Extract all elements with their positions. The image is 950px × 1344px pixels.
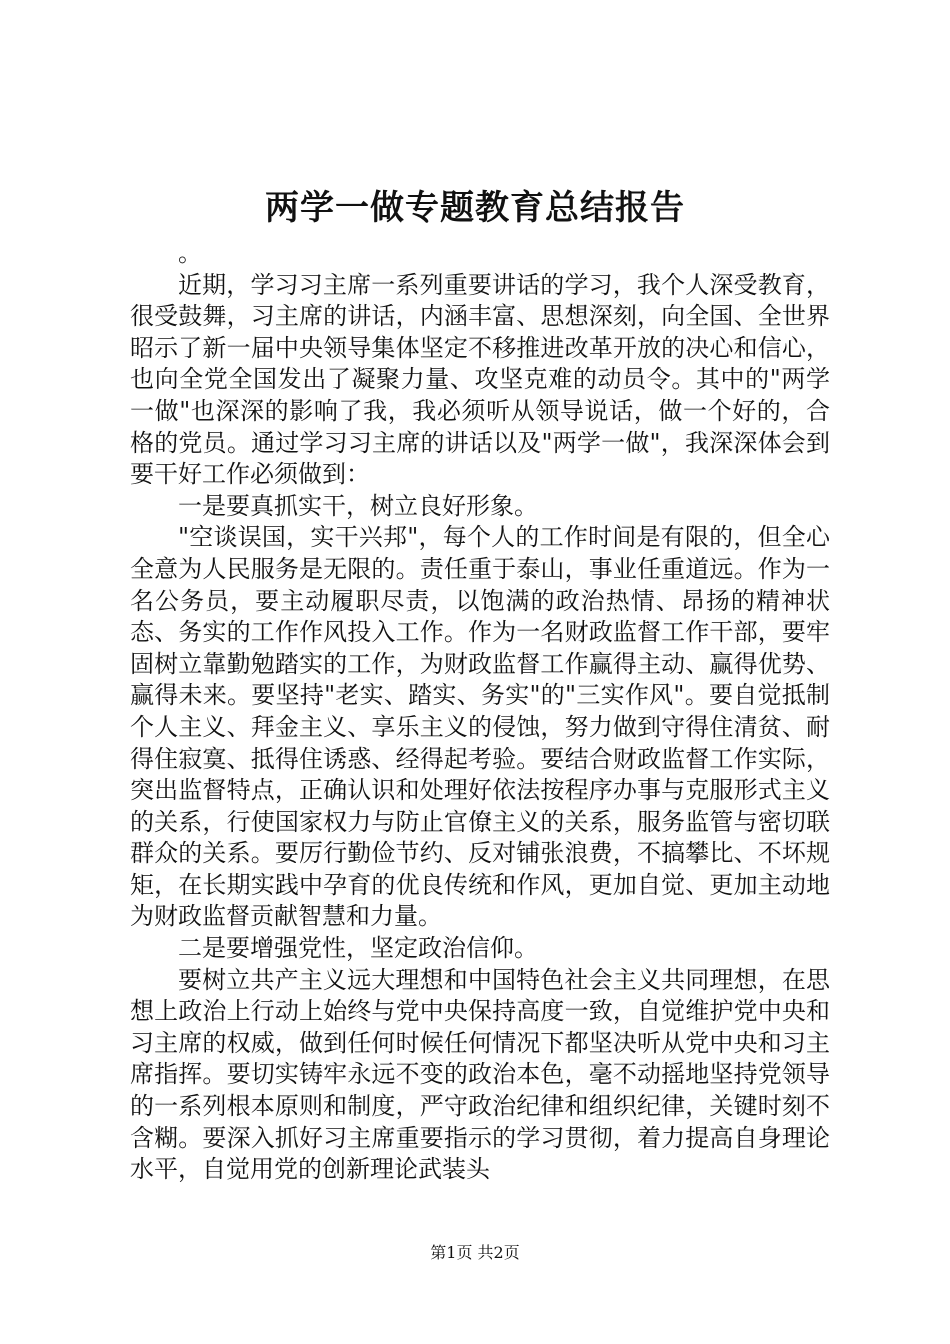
paragraph-point-two: 要树立共产主义远大理想和中国特色社会主义共同理想，在思想上政治上行动上始终与党中央保持高度一致，自觉维护党中央和习主席的权威，做到任何时候任何情况下都坚决听从党中央和习主席指挥。要切实铸牢永远不变的政治本色，毫不动摇地坚持党领导的一系列根本原则和制度，严守政治纪律和组织纪律，关键时刻不含糊。要深入抓好习主席重要指示的学习贯彻，着力提高自身理论水平，自觉用党的创新理论武装头: [130, 965, 830, 1184]
paragraph-opening-mark: 。: [178, 239, 202, 267]
paragraph-intro: 近期，学习习主席一系列重要讲话的学习，我个人深受教育，很受鼓舞，习主席的讲话，内涵丰富、思想深刻，向全国、全世界昭示了新一届中央领导集体坚定不移推进改革开放的决心和信心，也向全党全国发出了凝聚力量、攻坚克难的动员令。其中的"两学一做"也深深的影响了我，我必须听从领导说话，做一个好的，合格的党员。通过学习习主席的讲话以及"两学一做"，我深深体会到要干好工作必须做到：: [130, 270, 830, 489]
page-number-footer: 第1页 共2页: [430, 1243, 520, 1262]
paragraph-heading-two: 二是要增强党性，坚定政治信仰。: [178, 934, 538, 963]
paragraph-heading-one: 一是要真抓实干，树立良好形象。: [178, 491, 538, 520]
paragraph-point-one: "空谈误国，实干兴邦"，每个人的工作时间是有限的，但全心全意为人民服务是无限的。责任重于泰山，事业任重道远。作为一名公务员，要主动履职尽责，以饱满的政治热情、昂扬的精神状态、务实的工作作风投入工作。作为一名财政监督工作干部，要牢固树立靠勤勉踏实的工作，为财政监督工作赢得主动、赢得优势、赢得未来。要坚持"老实、踏实、务实"的"三实作风"。要自觉抵制个人主义、拜金主义、享乐主义的侵蚀，努力做到守得住清贫、耐得住寂寞、抵得住诱惑、经得起考验。要结合财政监督工作实际，突出监督特点，正确认识和处理好依法按程序办事与克服形式主义的关系，行使国家权力与防止官僚主义的关系，服务监管与密切联群众的关系。要厉行勤俭节约、反对铺张浪费，不搞攀比、不坏规矩，在长期实践中孕育的优良传统和作风，更加自觉、更加主动地为财政监督贡献智慧和力量。: [130, 523, 830, 931]
document-title: 两学一做专题教育总结报告: [265, 188, 685, 228]
document-body: [130, 238, 830, 1186]
